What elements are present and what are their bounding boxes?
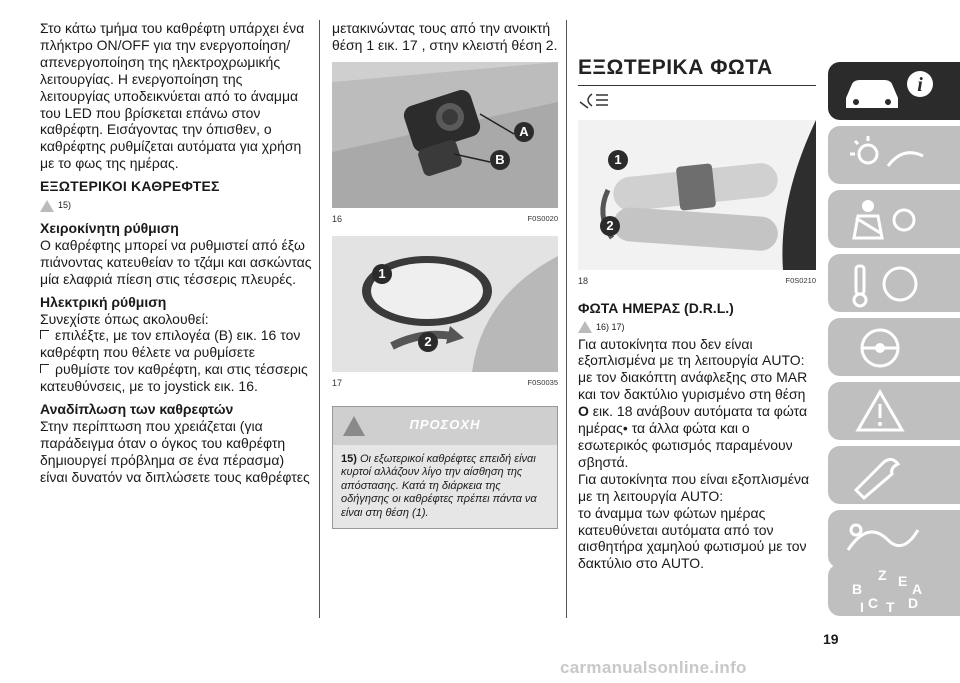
light-stalk-illustration <box>578 120 816 270</box>
svg-text:I: I <box>860 599 864 615</box>
warning-reference: 16) 17) <box>578 319 816 336</box>
drl-paragraph: Για αυτοκίνητα που είναι εξοπλισμένα με τη λειτουργία AUTO: <box>578 470 810 504</box>
drl-paragraph: με τον διακόπτη ανάφλεξης στο MAR και τον δακτύλιο γυρισμένο στη θέση O εικ. 18 ανάβουν αυτόματα τα φώτα ημέρας• τα άλλα φώτα και ο εσωτερικός φωτισμός παραμένουν σβηστά. <box>578 369 808 470</box>
page-number: 19 <box>823 631 839 647</box>
svg-text:A: A <box>912 581 923 597</box>
intro-paragraph: Στο κάτω τμήμα του καθρέφτη υπάρχει ένα πλήκτρο ON/OFF για την ενεργοποίηση/απενεργοποίηση της ηλεκτροχρωμικής λειτουργίας. Η ενεργοποίηση της λειτουργίας υποδεικνύεται από το άναμμα του LED που βρίσκεται επάνω στον καθρέφτη. Εισάγοντας την όπισθεν, ο καθρέφτης ρυθμίζεται αυτόματα για χρήση με το φως της ημέρας. <box>40 20 305 172</box>
electric-intro: Συνεχίστε όπως ακολουθεί: <box>40 310 209 327</box>
column-divider <box>319 20 320 618</box>
callout-2: 2 <box>418 332 438 352</box>
drl-paragraph: Για αυτοκίνητα που δεν είναι εξοπλισμένα με τη λειτουργία AUTO: <box>578 335 805 369</box>
caution-header <box>333 407 557 445</box>
warning-icon <box>828 382 960 440</box>
column-right <box>578 20 816 572</box>
callout-a: A <box>514 122 534 142</box>
caution-box <box>332 406 558 530</box>
bullet-item: ρυθμίστε τον καθρέφτη, και στις τέσσερις κατευθύνσεις, με το joystick εικ. 16. <box>40 361 308 395</box>
title-rule <box>578 85 816 86</box>
svg-text:Z: Z <box>878 567 887 583</box>
stalk-switch-image <box>578 120 816 270</box>
safety-airbag-icon <box>828 190 960 248</box>
tab-maintenance[interactable] <box>828 446 960 504</box>
car-info-icon <box>828 62 960 120</box>
folding-title: Αναδίπλωση των καθρεφτών <box>40 401 234 418</box>
dashboard-lights-icon <box>828 126 960 184</box>
folding-text: Στην περίπτωση που χρειάζεται (για παράδειγμα όταν ο όγκος του καθρέφτη δημιουργεί πρόβλημα σε ένα πέρασμα) είναι δυνατόν να διπλώσετε τους καθρέφτες <box>40 417 310 485</box>
maintenance-icon <box>828 446 960 504</box>
mirror-control-image <box>332 62 558 208</box>
callout-2: 2 <box>600 216 620 236</box>
warning-triangle-icon <box>40 200 54 212</box>
caution-text: 15) Οι εξωτερικοί καθρέφτες επειδή είναι κυρτοί αλλάζουν λίγο την αίσθηση της απόστασης. Κατά τη διάρκεια της οδήγησης οι καθρέφτες πρέπει πάντα να είναι στη θέση (1). <box>333 445 557 529</box>
tab-steering[interactable] <box>828 318 960 376</box>
mirror-folding-illustration <box>332 236 558 372</box>
column-middle <box>332 20 558 529</box>
figure-16 <box>332 62 558 228</box>
svg-text:B: B <box>852 581 863 597</box>
svg-text:i: i <box>917 74 923 96</box>
bullet-icon <box>40 330 49 339</box>
tab-car-info[interactable] <box>828 62 960 120</box>
callout-1: 1 <box>372 264 392 284</box>
svg-text:E: E <box>898 573 908 589</box>
drl-title: ΦΩΤΑ ΗΜΕΡΑΣ (D.R.L.) <box>578 299 734 316</box>
manual-adjustment-title: Χειροκίνητη ρύθμιση <box>40 219 179 236</box>
figure-caption: 18 F0S0210 <box>578 275 816 286</box>
column-divider <box>566 20 567 618</box>
watermark-footer: carmanualsonline.info <box>560 658 747 677</box>
callout-1: 1 <box>608 150 628 170</box>
svg-text:T: T <box>886 599 895 615</box>
figure-caption: 16 F0S0020 <box>332 213 558 224</box>
tab-warning[interactable] <box>828 382 960 440</box>
continued-paragraph: μετακινώντας τους από την ανοικτή θέση 1 εικ. 17 , στην κλειστή θέση 2. <box>332 20 558 53</box>
warning-triangle-icon <box>578 321 592 333</box>
drl-paragraph: το άναμμα των φώτων ημέρας κατευθύνεται αυτόματα από τον αισθητήρα χαμηλού φωτισμού με τον δακτύλιο στο AUTO. <box>578 504 807 572</box>
tech-data-icon <box>828 510 960 568</box>
warning-reference: 15) <box>40 197 315 214</box>
tab-dashboard-lights[interactable] <box>828 126 960 184</box>
caution-title: ΠΡΟΣΟΧΗ <box>409 417 481 433</box>
steering-wheel-icon <box>828 318 960 376</box>
index-icon <box>828 564 960 616</box>
electric-adjustment-title: Ηλεκτρική ρύθμιση <box>40 293 167 310</box>
figure-caption: 17 F0S0035 <box>332 377 558 388</box>
callout-b: B <box>490 150 510 170</box>
figure-17 <box>332 236 558 392</box>
section-title-mirrors: ΕΞΩΤΕΡΙΚΟΙ ΚΑΘΡΕΦΤΕΣ <box>40 178 220 195</box>
bullet-icon <box>40 364 49 373</box>
svg-text:D: D <box>908 595 919 611</box>
tab-tech-data[interactable] <box>828 510 960 568</box>
lights-icon <box>578 90 618 110</box>
svg-text:C: C <box>868 595 879 611</box>
bullet-item: επιλέξτε, με τον επιλογέα (B) εικ. 16 τον καθρέφτη που θέλετε να ρυθμίσετε <box>40 327 301 361</box>
figure-18 <box>578 120 816 290</box>
tab-keys-start[interactable] <box>828 254 960 312</box>
column-left <box>40 20 315 486</box>
keys-start-icon <box>828 254 960 312</box>
mirror-folding-image <box>332 236 558 372</box>
exterior-lights-title: ΕΞΩΤΕΡΙΚΑ ΦΩΤΑ <box>578 56 773 79</box>
tab-safety[interactable] <box>828 190 960 248</box>
manual-adjustment-text: Ο καθρέφτης μπορεί να ρυθμιστεί από έξω πιάνοντας κατευθείαν το τζάμι και ασκώντας μία ελαφριά πίεση στις τέσσερις πλευρές. <box>40 236 312 287</box>
tab-index[interactable] <box>828 564 960 616</box>
